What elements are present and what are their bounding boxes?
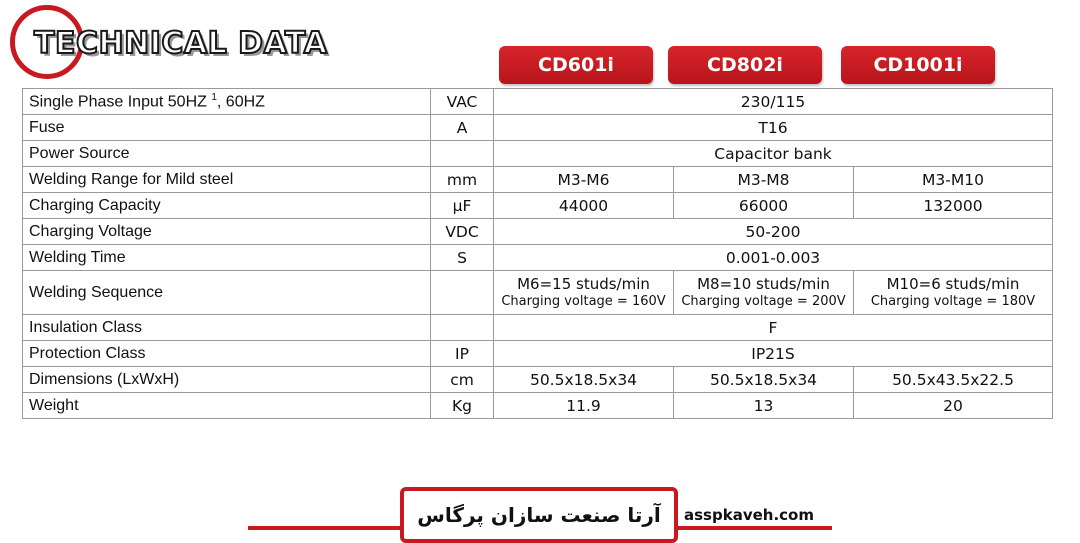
table-row xyxy=(23,115,1053,141)
value-cell: M3-M10 xyxy=(854,167,1053,193)
unit-cell: IP xyxy=(431,341,494,367)
value-cell xyxy=(854,271,1053,315)
table-row xyxy=(23,141,1053,167)
value-cell: 230/115 xyxy=(494,89,1053,115)
table-row xyxy=(23,89,1053,115)
value-cell: 132000 xyxy=(854,193,1053,219)
value-cell: 11.9 xyxy=(494,393,674,419)
model-tab-cd802i[interactable]: CD802i xyxy=(668,46,822,84)
footer-company-name xyxy=(400,487,678,543)
value-cell: IP21S xyxy=(494,341,1053,367)
param-cell: Dimensions (LxWxH) xyxy=(23,367,431,393)
value-cell: 13 xyxy=(674,393,854,419)
sequence-rate: M6=15 studs/min xyxy=(517,275,650,293)
table-row xyxy=(23,393,1053,419)
company-name: آرتا صنعت سازان پرگاس xyxy=(417,503,661,527)
model-tab-cd601i[interactable]: CD601i xyxy=(499,46,653,84)
value-cell xyxy=(674,271,854,315)
param-cell: Welding Sequence xyxy=(23,271,431,315)
unit-cell: VAC xyxy=(431,89,494,115)
spec-table xyxy=(22,88,1053,419)
value-cell: 66000 xyxy=(674,193,854,219)
param-cell: Welding Time xyxy=(23,245,431,271)
param-cell: Fuse xyxy=(23,115,431,141)
param-cell: Protection Class xyxy=(23,341,431,367)
table-row xyxy=(23,315,1053,341)
value-cell: M3-M6 xyxy=(494,167,674,193)
table-row xyxy=(23,341,1053,367)
unit-cell: S xyxy=(431,245,494,271)
value-cell: Capacitor bank xyxy=(494,141,1053,167)
sequence-voltage: Charging voltage = 200V xyxy=(681,293,846,309)
table-row xyxy=(23,219,1053,245)
param-cell: Power Source xyxy=(23,141,431,167)
value-cell: 44000 xyxy=(494,193,674,219)
param-cell: Charging Capacity xyxy=(23,193,431,219)
model-tabs xyxy=(0,46,1080,84)
unit-cell: Kg xyxy=(431,393,494,419)
value-cell: F xyxy=(494,315,1053,341)
value-cell: M3-M8 xyxy=(674,167,854,193)
table-row xyxy=(23,167,1053,193)
table-row xyxy=(23,271,1053,315)
unit-cell: µF xyxy=(431,193,494,219)
unit-cell xyxy=(431,141,494,167)
sequence-rate: M8=10 studs/min xyxy=(697,275,830,293)
param-cell: Weight xyxy=(23,393,431,419)
table-row xyxy=(23,245,1053,271)
value-cell: T16 xyxy=(494,115,1053,141)
value-cell: 50.5x43.5x22.5 xyxy=(854,367,1053,393)
value-cell: 20 xyxy=(854,393,1053,419)
value-cell: 50.5x18.5x34 xyxy=(674,367,854,393)
param-cell: Welding Range for Mild steel xyxy=(23,167,431,193)
table-row xyxy=(23,367,1053,393)
param-cell: Single Phase Input 50HZ $^1$, 60HZ xyxy=(23,89,431,115)
unit-cell xyxy=(431,315,494,341)
value-cell xyxy=(494,271,674,315)
sequence-voltage: Charging voltage = 160V xyxy=(501,293,666,309)
value-cell: 0.001-0.003 xyxy=(494,245,1053,271)
value-cell: 50-200 xyxy=(494,219,1053,245)
table-row xyxy=(23,193,1053,219)
unit-cell: A xyxy=(431,115,494,141)
unit-cell: mm xyxy=(431,167,494,193)
unit-cell: VDC xyxy=(431,219,494,245)
sequence-rate: M10=6 studs/min xyxy=(886,275,1020,293)
param-cell: Insulation Class xyxy=(23,315,431,341)
unit-cell xyxy=(431,271,494,315)
unit-cell: cm xyxy=(431,367,494,393)
website-link[interactable]: asspkaveh.com xyxy=(684,506,834,524)
value-cell: 50.5x18.5x34 xyxy=(494,367,674,393)
model-tab-cd1001i[interactable]: CD1001i xyxy=(841,46,995,84)
param-cell: Charging Voltage xyxy=(23,219,431,245)
sequence-voltage: Charging voltage = 180V xyxy=(870,293,1036,309)
page-title: TECHNICAL DATA xyxy=(34,26,328,61)
